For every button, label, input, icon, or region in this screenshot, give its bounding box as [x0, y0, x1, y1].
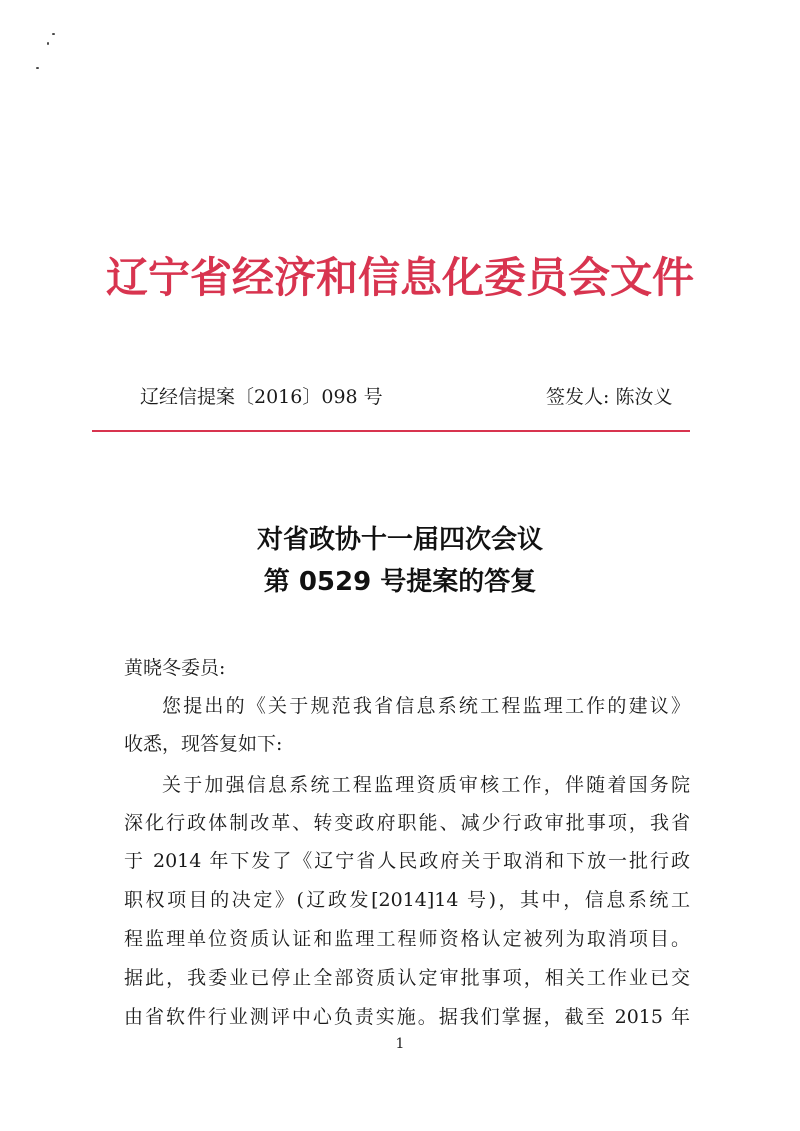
salutation: 黄晓冬委员:	[124, 657, 226, 679]
body-line: 关于加强信息系统工程监理资质审核工作，伴随着国务院	[162, 774, 690, 796]
page-number: 1	[395, 1036, 405, 1052]
body-line: 由省软件行业测评中心负责实施。据我们掌握，截至 2015 年	[124, 1006, 690, 1028]
scan-speck	[47, 42, 49, 45]
reply-title-line-2: 第 0529 号提案的答复	[263, 567, 537, 597]
body-line: 深化行政体制改革、转变政府职能、减少行政审批事项，我省	[124, 812, 690, 834]
scan-speck	[52, 33, 55, 35]
body-line: 职权项目的决定》(辽政发[2014]14 号)，其中，信息系统工	[124, 889, 690, 911]
signer: 签发人: 陈汝义	[546, 386, 673, 408]
document-number: 辽经信提案〔2016〕098 号	[140, 386, 383, 408]
body-line: 程监理单位资质认证和监理工程师资格认定被列为取消项目。	[124, 928, 690, 950]
issuer-title: 辽宁省经济和信息化委员会文件	[105, 253, 694, 302]
body-line: 您提出的《关于规范我省信息系统工程监理工作的建议》	[162, 695, 690, 717]
body-line: 收悉，现答复如下:	[124, 733, 283, 755]
scan-speck	[36, 67, 39, 69]
body-line: 于 2014 年下发了《辽宁省人民政府关于取消和下放一批行政	[124, 850, 690, 872]
red-divider-rule	[92, 430, 690, 432]
reply-title-line-1: 对省政协十一届四次会议	[256, 525, 543, 555]
body-line: 据此，我委业已停止全部资质认定审批事项，相关工作业已交	[124, 967, 690, 989]
